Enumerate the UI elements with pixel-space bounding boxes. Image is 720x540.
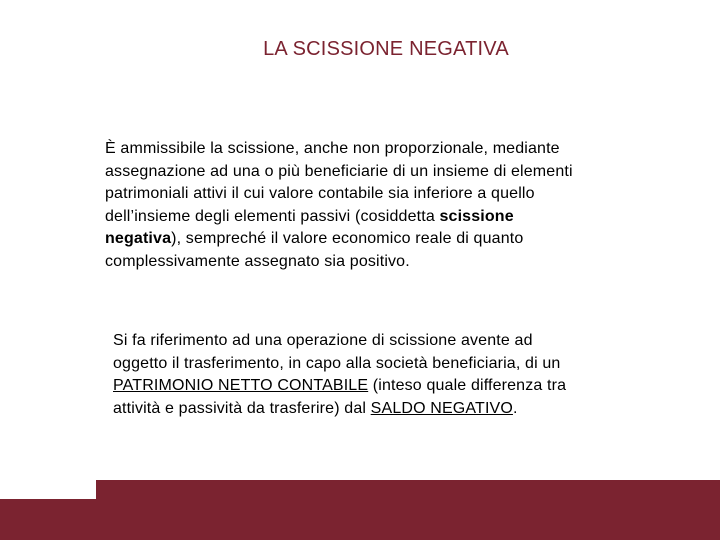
bold-term: negativa	[105, 230, 172, 248]
text-line	[113, 398, 633, 421]
text-line: È ammissibile la scissione, anche non proporzionale, mediante	[105, 140, 560, 157]
text-line: complessivamente assegnato sia positivo.	[105, 252, 410, 270]
paragraph-scissione-definition	[105, 138, 625, 274]
footer-accent-bar-main	[96, 480, 720, 540]
text-line: assegnazione ad una o più beneficiarie di un insieme di elementi	[105, 162, 573, 180]
bold-term: scissione	[439, 207, 514, 225]
paragraph-patrimonio-netto	[113, 330, 633, 420]
text-line	[113, 375, 633, 398]
underlined-term: PATRIMONIO NETTO CONTABILE	[113, 377, 369, 395]
slide-title: LA SCISSIONE NEGATIVA	[263, 38, 509, 60]
text-segment: .	[512, 399, 518, 417]
text-segment: ), sempreché il valore economico reale di quanto	[171, 230, 524, 248]
text-line	[105, 228, 625, 251]
text-line	[105, 206, 625, 229]
underlined-term: SALDO NEGATIVO	[370, 399, 513, 417]
text-line: Si fa riferimento ad una operazione di scissione avente ad	[113, 332, 533, 349]
text-line: oggetto il trasferimento, in capo alla società beneficiaria, di un	[113, 354, 561, 372]
text-segment: (inteso quale differenza tra	[368, 377, 567, 395]
text-segment: dell’insieme degli elementi passivi (cosiddetta	[105, 207, 440, 225]
text-segment: attività e passività da trasferire) dal	[113, 399, 371, 417]
text-line: patrimoniali attivi il cui valore contabile sia inferiore a quello	[105, 185, 535, 203]
